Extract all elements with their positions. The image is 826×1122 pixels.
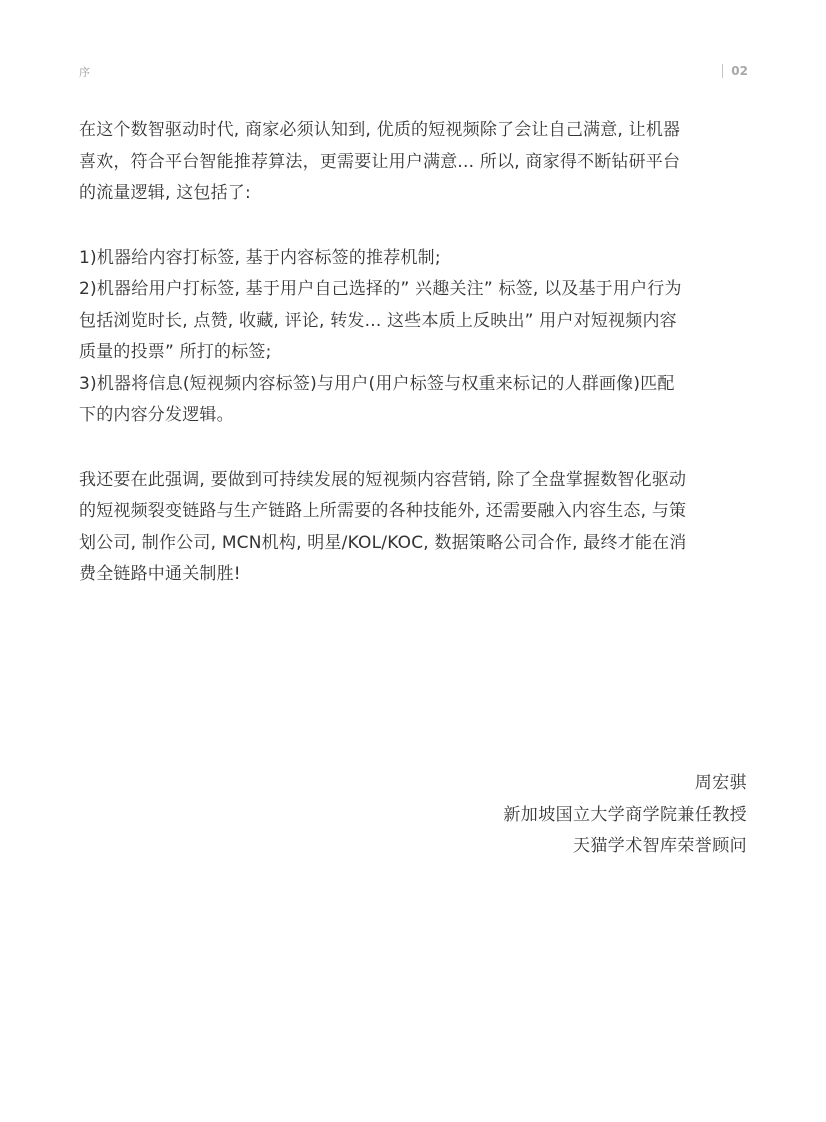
text-line: 划公司, 制作公司, MCN机构, 明星/KOL/KOC, 数据策略公司合作, 最终才能在消	[79, 532, 687, 553]
author-title-2: 天猫学术智库荣誉顾问	[573, 836, 747, 856]
text-line: 我还要在此强调, 要做到可持续发展的短视频内容营销, 除了全盘掌握数智化驱动	[79, 469, 687, 490]
text-line: 费全链路中通关制胜!	[79, 564, 241, 584]
paragraph-gap	[79, 432, 749, 465]
paragraph-intro	[79, 115, 749, 210]
text-line: 在这个数智驱动时代, 商家必须认知到, 优质的短视频除了会让自己满意, 让机器	[79, 120, 681, 140]
text-line: 的短视频裂变链路与生产链路上所需要的各种技能外, 还需要融入内容生态, 与策	[79, 501, 687, 521]
section-label: 序	[79, 66, 90, 79]
list-line: 下的内容分发逻辑。	[79, 405, 234, 425]
separator-bar	[722, 64, 723, 78]
text-line: 喜欢，符合平台智能推荐算法，更需要让用户满意... 所以, 商家得不断钻研平台	[79, 151, 681, 172]
page-number-block	[722, 63, 748, 79]
list-line: 2)机器给用户打标签, 基于用户自己选择的” 兴趣关注” 标签, 以及基于用户行为	[79, 279, 682, 299]
paragraph-gap	[79, 210, 749, 243]
paragraph-conclusion	[79, 465, 749, 591]
list-line: 3)机器将信息(短视频内容标签)与用户(用户标签与权重来标记的人群画像)匹配	[79, 373, 675, 394]
author-title-1: 新加坡国立大学商学院兼任教授	[503, 804, 747, 825]
numbered-list	[79, 243, 749, 432]
signature-block	[503, 768, 747, 863]
list-line: 1)机器给内容打标签, 基于内容标签的推荐机制;	[79, 247, 441, 268]
list-line: 质量的投票” 所打的标签;	[79, 342, 272, 362]
page-number: 02	[731, 64, 748, 78]
text-line: 的流量逻辑, 这包括了:	[79, 183, 251, 203]
list-line: 包括浏览时长, 点赞, 收藏, 评论, 转发... 这些本质上反映出” 用户对短视频内容	[79, 310, 677, 331]
body-content	[79, 115, 749, 591]
author-name: 周宏骐	[694, 773, 747, 793]
